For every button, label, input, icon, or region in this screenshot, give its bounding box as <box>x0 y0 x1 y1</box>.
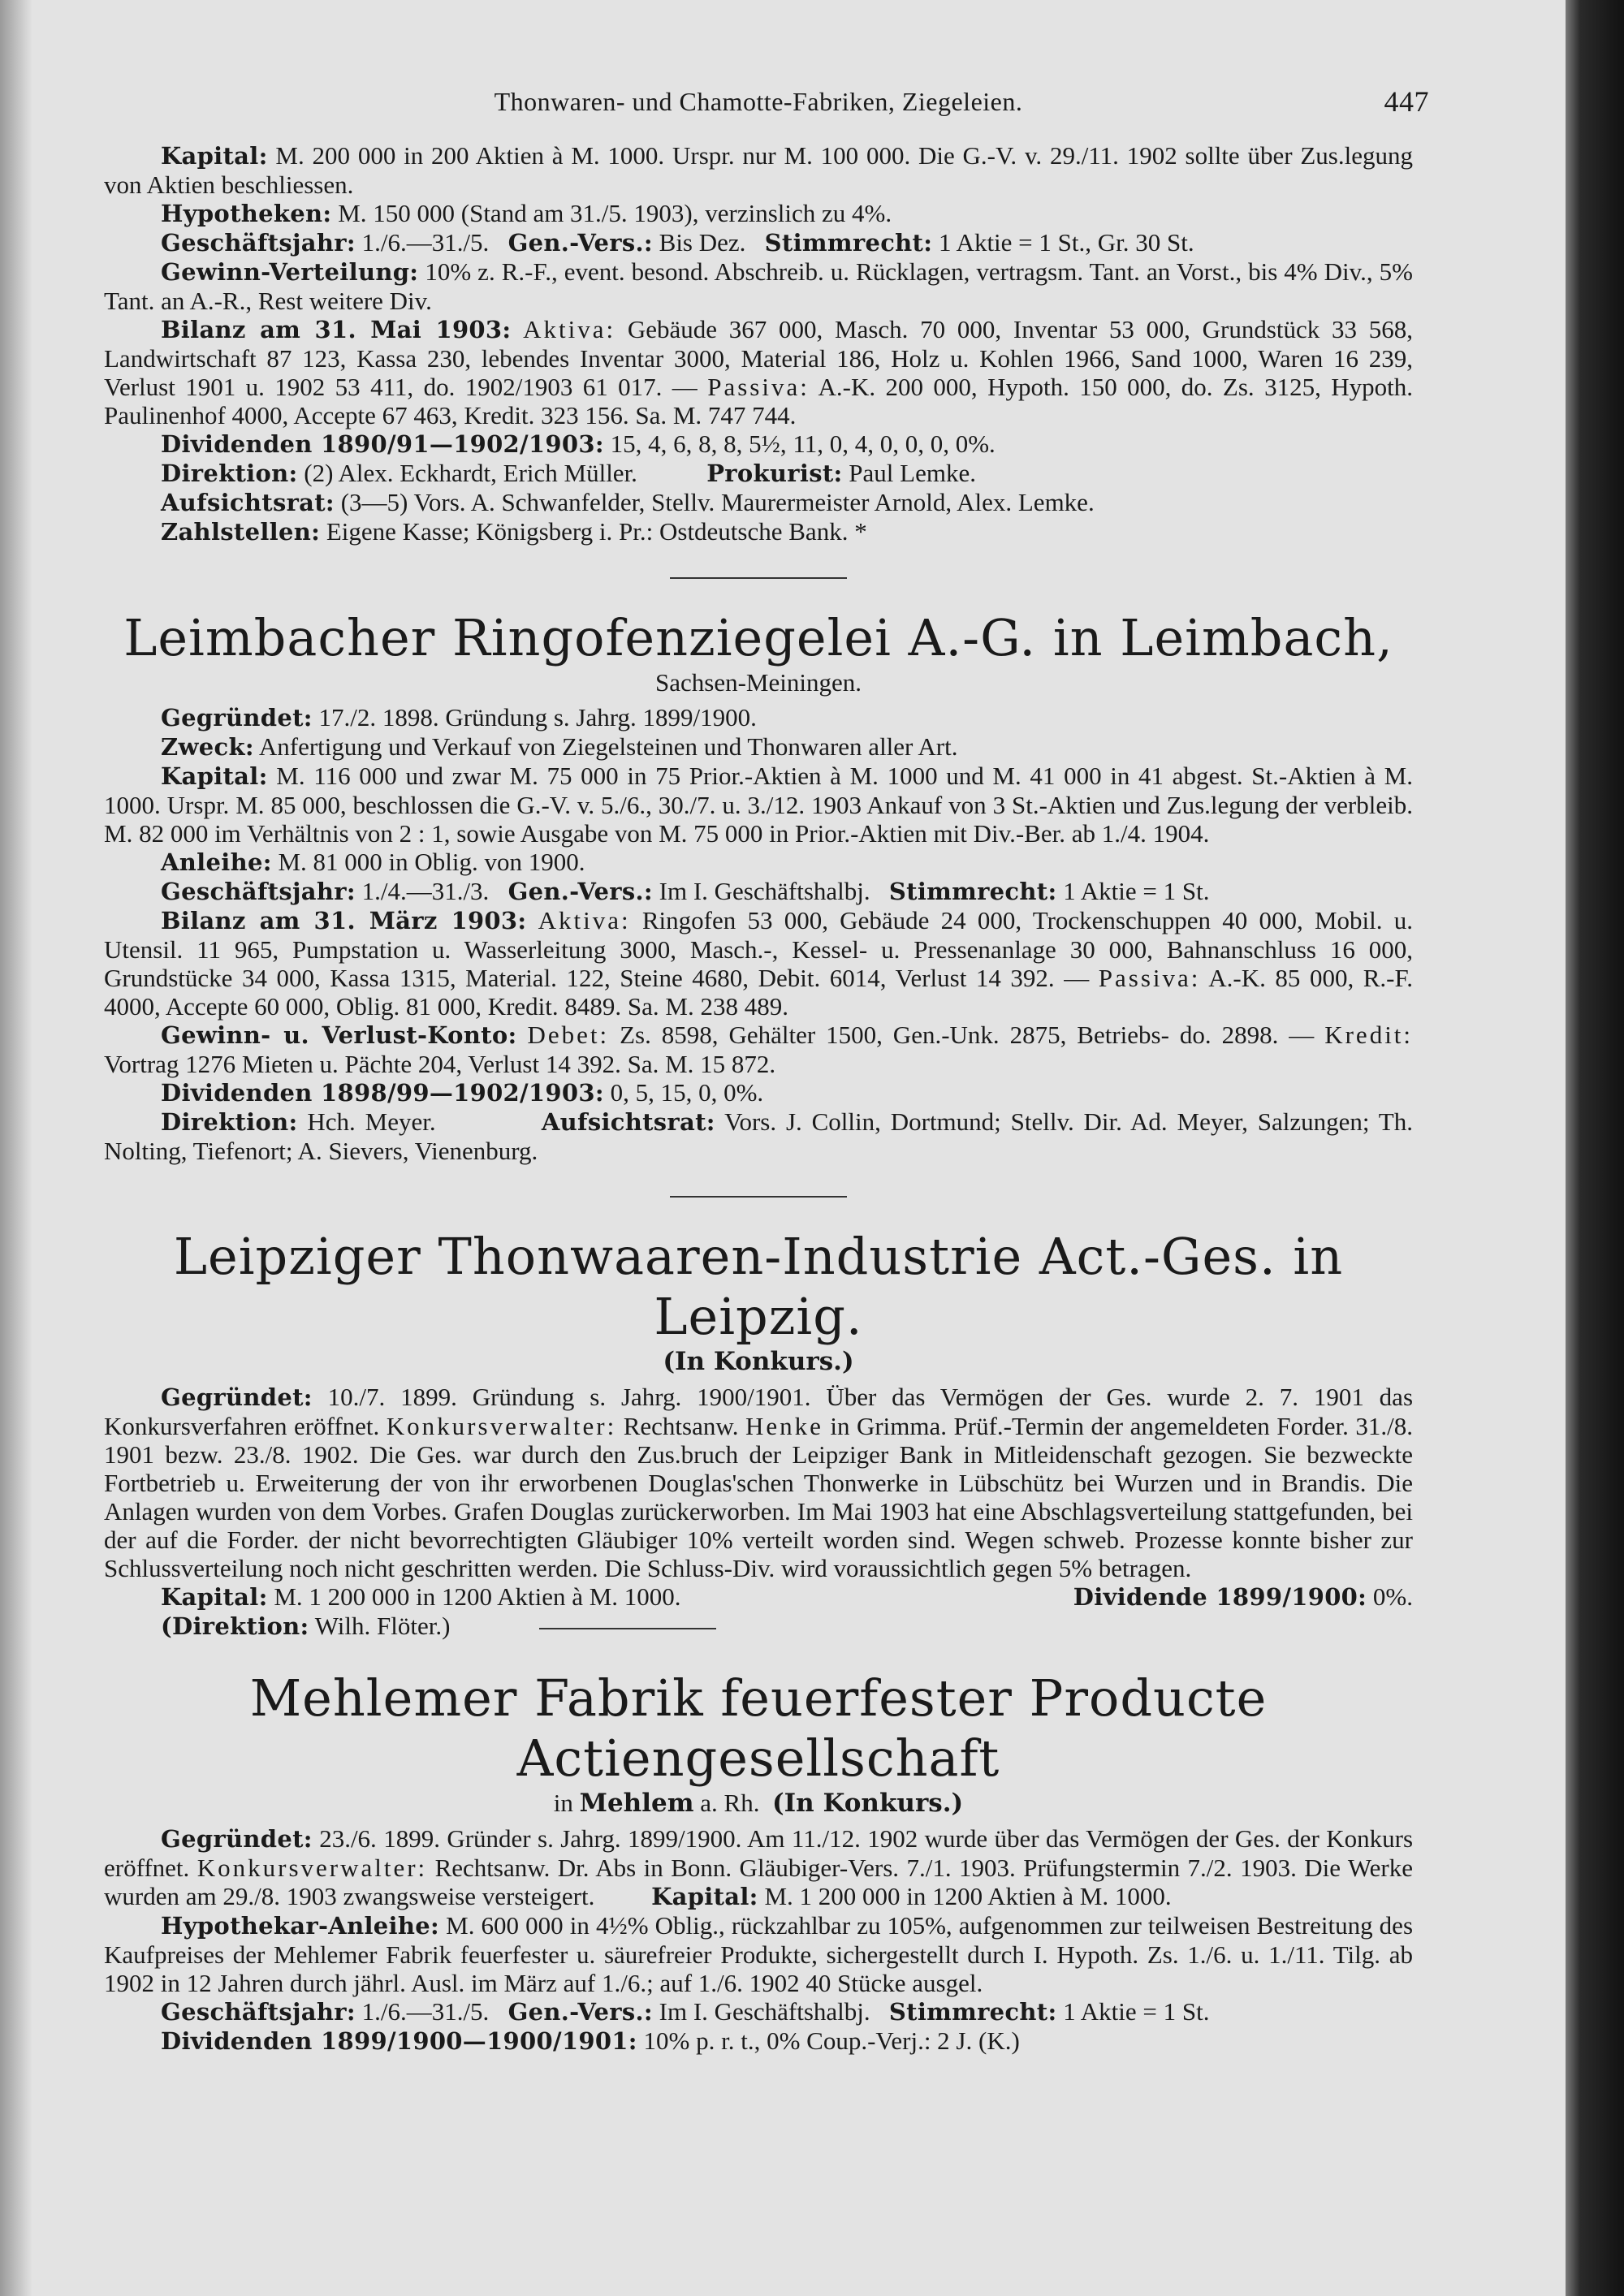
entry-leimbacher <box>104 608 1413 1165</box>
scan-left-shadow <box>0 0 32 2296</box>
running-header <box>104 85 1429 130</box>
entry1-dividenden: Dividenden 1890/91—1902/1903: 15, 4, 6, 8, 8, 5½, 11, 0, 4, 0, 0, 0, 0%. <box>161 429 996 458</box>
entry2-zweck: Zweck: Anfertigung und Verkauf von Ziegelsteinen und Thonwaren aller Art. <box>161 732 958 761</box>
entry1-hypotheken: Hypotheken: M. 150 000 (Stand am 31./5. 1903), verzinslich zu 4%. <box>161 199 892 227</box>
entry3-kapital-row <box>104 1582 1413 1612</box>
entry2-bilanz: Bilanz am 31. März 1903: Aktiva: Ringofen 53 000, Gebäude 24 000, Trockenschuppen 40 000, Mobil. u. Utensil. 11 965, Pumpstation u. Wasserleitung 3000, Masch.-, Kessel- u. Pressenanlage 30 000, Bahnanschluss 16 000, Grundstücke 34 000, Kassa 1315, Material. 122, Steine 4680, Debit. 6014, Verlust 14 392. — Passiva: A.-K. 85 000, R.-F. 4000, Accepte 60 000, Oblig. 81 000, Kredit. 8489. Sa. M. 238 489. <box>104 906 1413 1021</box>
entry4-gegruendet: Gegründet: 23./6. 1899. Gründer s. Jahrg. 1899/1900. Am 11./12. 1902 wurde über das Vermögen der Ges. der Konkurs eröffnet. Konkursverwalter: Rechtsanw. Dr. Abs in Bonn. Gläubiger-Vers. 7./1. 1903. Prüfungstermin 7./2. 1903. Die Werke wurden am 29./8. 1903 zwangsweise versteigert. Kapital: M. 1 200 000 in 1200 Aktien à M. 1000. <box>104 1824 1414 1910</box>
entry4-subtitle: in Mehlem a. Rh. (In Konkurs.) <box>553 1789 964 1818</box>
entry2-kapital: Kapital: M. 116 000 und zwar M. 75 000 in 75 Prior.-Aktien à M. 1000 und M. 41 000 in 41 abgest. St.-Aktien à M. 1000. Urspr. M. 85 000, beschlossen die G.-V. v. 5./6., 30./7. u. 3./12. 1903 Ankauf von 3 St.-Aktien und Zus.legung der verbleib. M. 82 000 im Verhältnis von 2 : 1, sowie Ausgabe von M. 75 000 in Prior.-Aktien mit Div.-Ber. ab 1./4. 1904. <box>104 762 1414 848</box>
section-divider <box>539 1628 716 1629</box>
entry3-direktion: (Direktion: Wilh. Flöter.) <box>104 1612 1413 1641</box>
entry1-gewinnverteilung: Gewinn-Verteilung: 10% z. R.-F., event. besond. Abschreib. u. Rücklagen, vertragsm. Tant. an Vorst., bis 4% Div., 5% Tant. an A.-R., Rest weitere Div. <box>104 257 1413 315</box>
entry3-title: Leipziger Thonwaaren-Industrie Act.-Ges. in Leipzig. <box>173 1227 1344 1346</box>
entry3-kapital: Kapital: M. 1 200 000 in 1200 Aktien à M. 1000. <box>161 1582 681 1611</box>
section-divider <box>670 577 847 579</box>
entry2-title: Leimbacher Ringofenziegelei A.-G. in Leimbach, <box>123 608 1393 667</box>
entry1-direktion: Direktion: (2) Alex. Eckhardt, Erich Müller. Prokurist: Paul Lemke. <box>161 459 976 487</box>
entry2-subtitle: Sachsen-Meiningen. <box>655 668 862 697</box>
entry4-geschaeftsjahr: Geschäftsjahr: 1./6.—31./5. Gen.-Vers.: Im I. Geschäftshalbj. Stimmrecht: 1 Aktie = 1 St. <box>161 1997 1210 2026</box>
entry-leipziger <box>104 1227 1413 1641</box>
entry1-zahlstellen: Zahlstellen: Eigene Kasse; Königsberg i. Pr.: Ostdeutsche Bank. * <box>161 517 867 546</box>
entry-mehlemer <box>104 1668 1413 2056</box>
document-page <box>104 85 1429 2056</box>
scan-right-edge <box>1566 0 1624 2296</box>
entry4-dividenden: Dividenden 1899/1900—1900/1901: 10% p. r. t., 0% Coup.-Verj.: 2 J. (K.) <box>161 2026 1020 2055</box>
entry-continued <box>104 141 1413 546</box>
header-title: Thonwaren- und Chamotte-Fabriken, Ziegeleien. <box>494 87 1023 116</box>
entry4-hypothekar-anleihe: Hypothekar-Anleihe: M. 600 000 in 4½% Oblig., rückzahlbar zu 105%, aufgenommen zur teilweisen Bestreitung des Kaufpreises der Mehlemer Fabrik feuerfester u. säurefreier Produkte, sichergestellt durch I. Hypoth. Zs. 1./6. u. 1./11. Tilg. ab 1902 in 12 Jahren durch jährl. Ausl. im März auf 1./6.; auf 1./6. 1902 40 Stücke ausgel. <box>104 1911 1414 1997</box>
entry2-anleihe: Anleihe: M. 81 000 in Oblig. von 1900. <box>161 848 585 876</box>
entry3-subtitle: (In Konkurs.) <box>663 1347 854 1376</box>
entry2-gewinn-verlust: Gewinn- u. Verlust-Konto: Debet: Zs. 8598, Gehälter 1500, Gen.-Unk. 2875, Betriebs- do. 2898. — Kredit: Vortrag 1276 Mieten u. Pächte 204, Verlust 14 392. Sa. M. 15 872. <box>104 1021 1414 1078</box>
entry4-title: Mehlemer Fabrik feuerfester Producte Actiengesellschaft <box>249 1668 1268 1788</box>
entry2-gegruendet: Gegründet: 17./2. 1898. Gründung s. Jahrg. 1899/1900. <box>161 703 757 732</box>
entry1-aufsichtsrat: Aufsichtsrat: (3—5) Vors. A. Schwanfelder, Stellv. Maurermeister Arnold, Alex. Lemke. <box>161 488 1095 516</box>
entry2-geschaeftsjahr: Geschäftsjahr: 1./4.—31./3. Gen.-Vers.: Im I. Geschäftshalbj. Stimmrecht: 1 Aktie = 1 St. <box>161 877 1210 905</box>
entry3-dividende: Dividende 1899/1900: 0%. <box>1073 1582 1413 1611</box>
entry2-dividenden: Dividenden 1898/99—1902/1903: 0, 5, 15, 0, 0%. <box>161 1078 764 1107</box>
page-number: 447 <box>1384 85 1429 118</box>
entry1-geschaeftsjahr: Geschäftsjahr: 1./6.—31./5. Gen.-Vers.: Bis Dez. Stimmrecht: 1 Aktie = 1 St., Gr. 30 St. <box>161 228 1194 257</box>
entry3-gegruendet: Gegründet: 10./7. 1899. Gründung s. Jahrg. 1900/1901. Über das Vermögen der Ges. wurde 2. 7. 1901 das Konkursverfahren eröffnet. Konkursverwalter: Rechtsanw. Henke in Grimma. Prüf.-Termin der angemeldeten Forder. 31./8. 1901 bezw. 23./8. 1902. Die Ges. war durch den Zus.bruch der Leipziger Bank in Mitleidenschaft gezogen. Sie bezweckte Fortbetrieb u. Erweiterung der von ihr erworbenen Douglas'schen Thonwerke in Lübschütz bei Wurzen und in Brandis. Die Anlagen wurden von dem Vorbes. Grafen Douglas zurückerworben. Im Mai 1903 hat eine Abschlagsverteilung stattgefunden, bei der auf die Forder. der nicht bevorrechtigten Gläubiger 10% verteilt worden sind. Wegen schweb. Prozesse konnte bisher zur Schlussverteilung noch nicht geschritten werden. Die Schluss-Div. wird voraussichtlich gegen 5% betragen. <box>104 1383 1414 1582</box>
entry2-direktion: Direktion: Hch. Meyer. Aufsichtsrat: Vors. J. Collin, Dortmund; Stellv. Dir. Ad. Meyer, Salzungen; Th. Nolting, Tiefenort; A. Sievers, Vienenburg. <box>104 1107 1413 1165</box>
entry1-kapital: Kapital: M. 200 000 in 200 Aktien à M. 1000. Urspr. nur M. 100 000. Die G.-V. v. 29./11. 1902 sollte über Zus.legung von Aktien beschliessen. <box>104 141 1413 199</box>
entry1-bilanz: Bilanz am 31. Mai 1903: Aktiva: Gebäude 367 000, Masch. 70 000, Inventar 53 000, Grundstück 33 568, Landwirtschaft 87 123, Kassa 230, lebendes Inventar 3000, Material 186, Holz u. Kohlen 1966, Sand 1000, Waren 16 239, Verlust 1901 u. 1902 53 411, do. 1902/1903 61 017. — Passiva: A.-K. 200 000, Hypoth. 150 000, do. Zs. 3125, Hypoth. Paulinenhof 4000, Accepte 67 463, Kredit. 323 156. Sa. M. 747 744. <box>104 315 1414 429</box>
section-divider <box>670 1196 847 1198</box>
